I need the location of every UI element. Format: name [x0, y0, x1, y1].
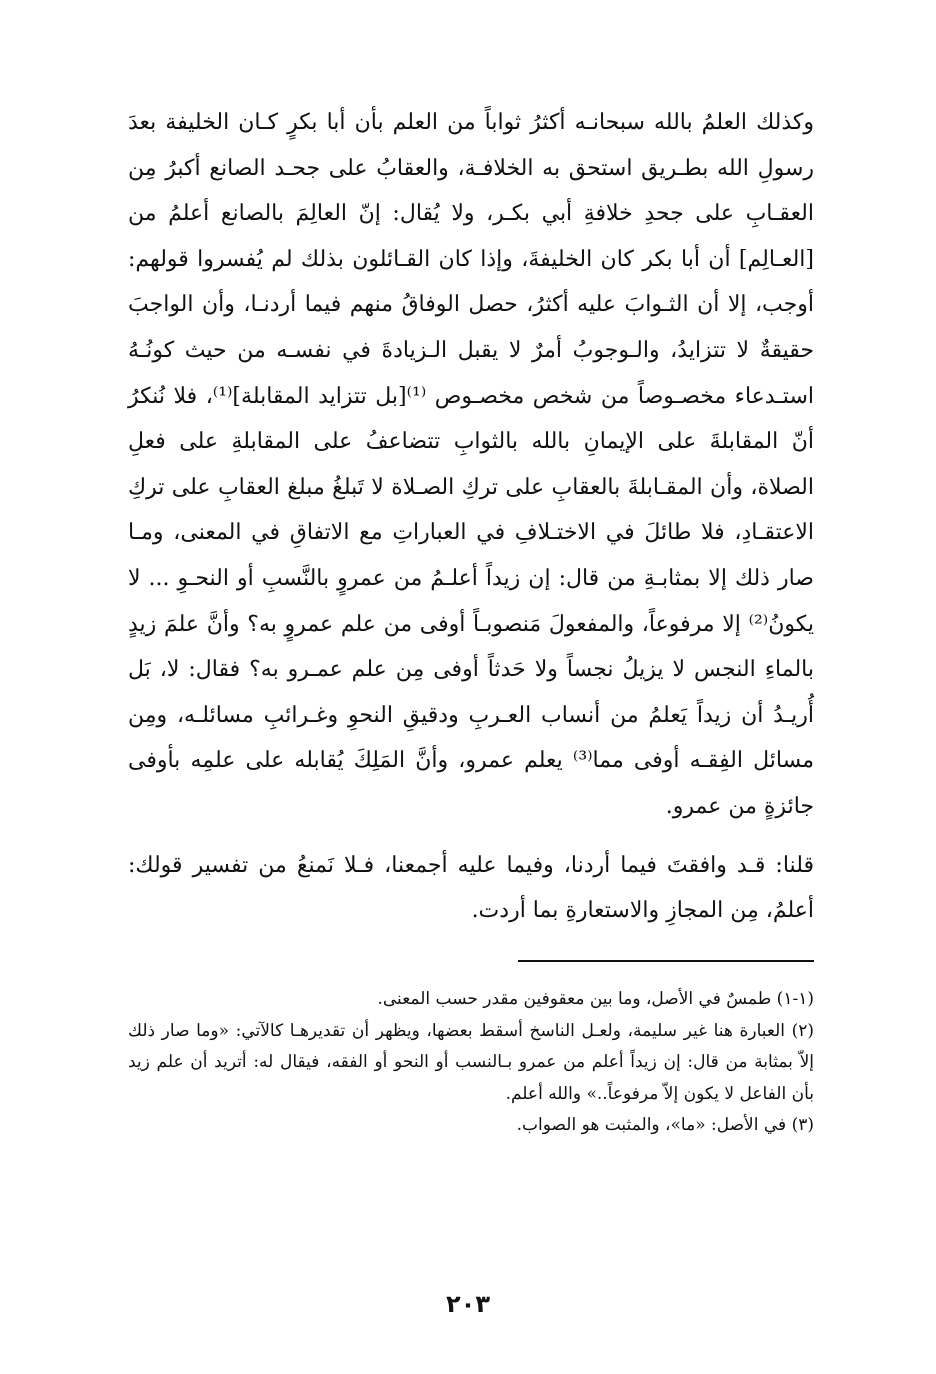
footnote-2: (٢) العبارة هنا غير سليمة، ولعـل الناسخ أسقط بعضها، ويظهر أن تقديرهـا كالآتي: «وما صار ذلك إلاّ بمثابة من قال: إن زيداً أعلم من عمرو بـالنسب أو النحو أو الفقه، فيقال له: أتريد أن علم زيد بأن الفاعل لا يكون إلاّ مرفوعاً..» والله أعلم. — [128, 1020, 814, 1104]
footnotes — [128, 984, 814, 1142]
footnote-separator — [518, 960, 814, 962]
body-paragraph-2: قلنا: قـد وافقتَ فيما أردنا، وفيما عليه أجمعنا، فـلا نَمنعُ من تفسير قولك: أعلمُ، مِن المجازِ والاستعارةِ بما أردت. — [128, 852, 814, 924]
footnote-3: (٣) في الأصل: «ما»، والمثبت هو الصواب. — [516, 1115, 814, 1135]
main-text — [128, 100, 814, 934]
page-number: ٢٠٣ — [446, 1290, 490, 1318]
footnote-1: (١-١) طمسٌ في الأصل، وما بين معقوفين مقدر حسب المعنى. — [377, 989, 814, 1009]
body-paragraph-1: وكذلك العلمُ بالله سبحانـه أكثرُ ثواباً من العلم بأن أبا بكرٍ كـان الخليفة بعدَ رسولِ الله بطـريق استحق به الخلافـة، والعقابُ على جحـد الصانع أكبرُ مِن العقـابِ على جحدِ خلافةِ أبي بكـر، ولا يُقال: إنّ العالِمَ بالصانع أعلمُ من [العـالِم] أن أبا بكر كان الخليفةَ، وإذا كان القـائلون بذلك لم يُفسروا قولهم: أوجب، إلا أن الثـوابَ عليه أكثرُ، حصل الوفاقُ منهم فيما أردنـا، وأن الواجبَ حقيقةٌ لا تتزايدُ، والـوجوبُ أمرٌ لا يقبل الـزيادةَ في نفسـه من حيث كونُـهُ استـدعاء مخصـوصاً من شخص مخصـوص ⁽¹⁾[بل تتزايد المقابلة]⁽¹⁾، فلا نُنكرُ أنّ المقابلةَ على الإيمانِ بالله بالثوابِ تتضاعفُ على المقابلةِ على فعلِ الصلاة، وأن المقـابلةَ بالعقابِ على تركِ الصـلاة لا تَبلغُ مبلغ العقابِ على تركِ الاعتقـادِ، فلا طائلَ في الاختـلافِ في العباراتِ مع الاتفاقِ في المعنى، ومـا صار ذلك إلا بمثابـةِ من قال: إن زيداً أعلـمُ من عمروٍ بالنَّسبِ أو النحـوِ ... لا يكونُ⁽²⁾ إلا مرفوعاً، والمفعولَ مَنصوبـاً أوفى من علم عمروٍ به؟ وأنَّ علمَ زيدٍ بالماءِ النجس لا يزيلُ نجساً ولا حَدثاً أوفى مِن علم عمـرو به؟ فقال: لا، بَل أُريـدُ أن زيداً يَعلمُ من أنساب العـربِ ودقيقِ النحوِ وغـرائبِ مسائلـه، ومِن مسائل الفِقـه أوفى مما⁽³⁾ يعلم عمرو، وأنَّ المَلِكَ يُقابله على علمِه بأوفى جائزةٍ من عمرو. — [128, 110, 815, 819]
